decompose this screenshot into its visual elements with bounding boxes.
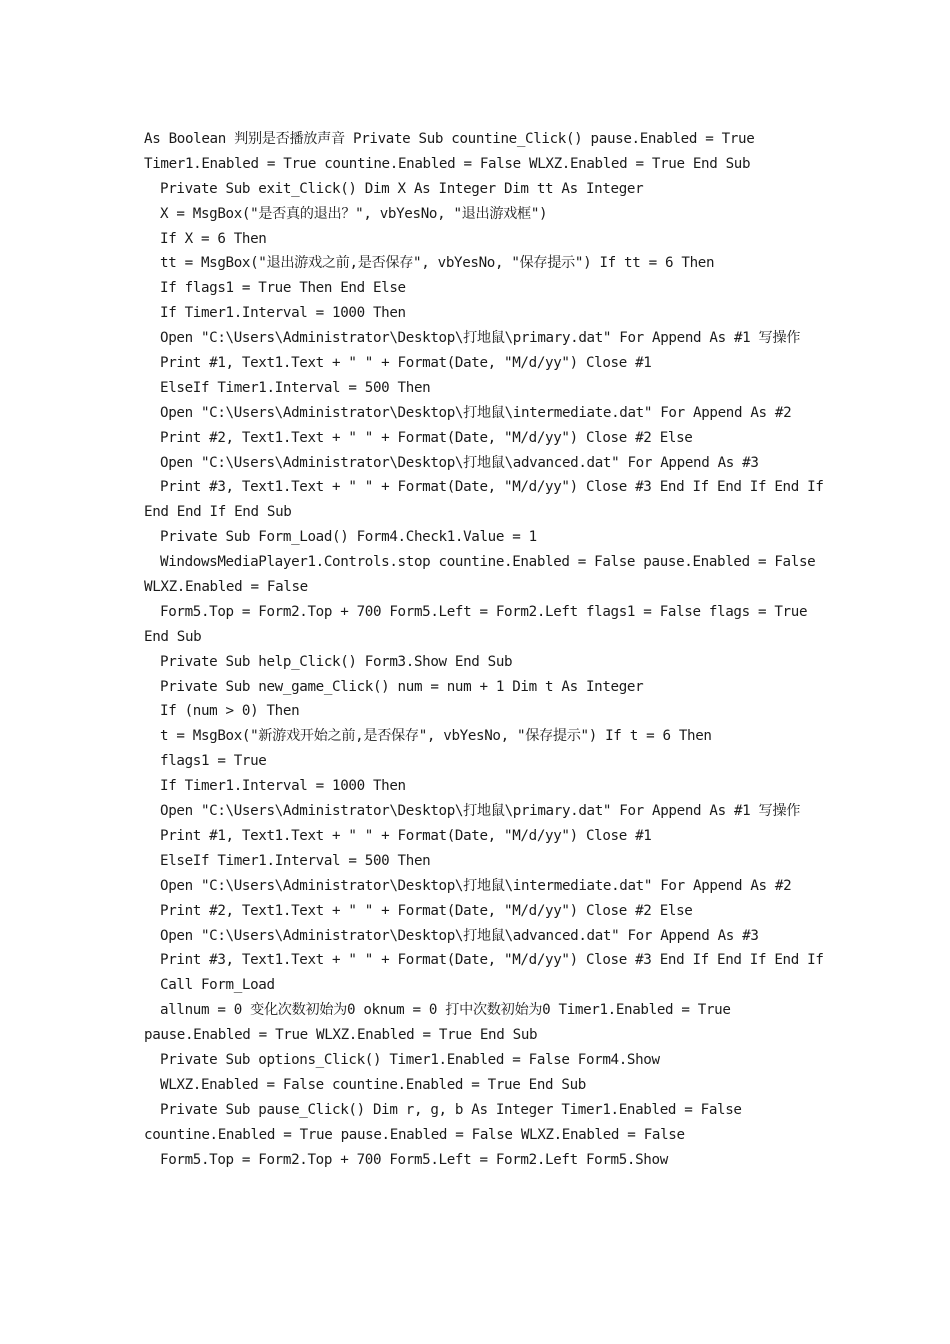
- code-line: Print #2, Text1.Text + " " + Format(Date, "M/d/yy") Close #2 Else: [160, 429, 693, 446]
- code-line: Form5.Top = Form2.Top + 700 Form5.Left = Form2.Left flags1 = False flags = True: [160, 603, 808, 620]
- code-line: As Boolean 判别是否播放声音 Private Sub countine_Click() pause.Enabled = True: [144, 131, 755, 147]
- code-line: ElseIf Timer1.Interval = 500 Then: [160, 379, 431, 396]
- code-line: Print #3, Text1.Text + " " + Format(Date, "M/d/yy") Close #3 End If End If End If: [160, 952, 824, 969]
- code-line: tt = MsgBox("退出游戏之前,是否保存", vbYesNo, "保存提示") If tt = 6 Then: [160, 255, 715, 272]
- code-line: If flags1 = True Then End Else: [160, 280, 406, 297]
- code-line: flags1 = True: [160, 753, 267, 770]
- code-line: If (num > 0) Then: [160, 703, 300, 720]
- code-line: Open "C:\Users\Administrator\Desktop\打地鼠\advanced.dat" For Append As #3: [160, 927, 759, 944]
- code-line: Print #3, Text1.Text + " " + Format(Date, "M/d/yy") Close #3 End If End If End If: [160, 479, 824, 496]
- code-line: Private Sub options_Click() Timer1.Enabled = False Form4.Show: [160, 1051, 660, 1068]
- code-line: Private Sub pause_Click() Dim r, g, b As Integer Timer1.Enabled = False: [160, 1101, 742, 1118]
- code-line: If Timer1.Interval = 1000 Then: [160, 778, 406, 795]
- code-line: WindowsMediaPlayer1.Controls.stop countine.Enabled = False pause.Enabled = False: [160, 554, 816, 571]
- code-line: Print #1, Text1.Text + " " + Format(Date, "M/d/yy") Close #1: [160, 355, 652, 372]
- code-line: Open "C:\Users\Administrator\Desktop\打地鼠\primary.dat" For Append As #1 写操作: [160, 330, 801, 347]
- code-line: t = MsgBox("新游戏开始之前,是否保存", vbYesNo, "保存提示") If t = 6 Then: [160, 728, 712, 745]
- code-line: Print #2, Text1.Text + " " + Format(Date, "M/d/yy") Close #2 Else: [160, 902, 693, 919]
- code-line: ElseIf Timer1.Interval = 500 Then: [160, 852, 431, 869]
- code-line: Open "C:\Users\Administrator\Desktop\打地鼠\primary.dat" For Append As #1 写操作: [160, 803, 801, 820]
- code-line: If X = 6 Then: [160, 230, 267, 247]
- code-line: allnum = 0 变化次数初始为0 oknum = 0 打中次数初始为0 Timer1.Enabled = True: [160, 1002, 731, 1019]
- code-line: Open "C:\Users\Administrator\Desktop\打地鼠\advanced.dat" For Append As #3: [160, 454, 759, 471]
- code-line: pause.Enabled = True WLXZ.Enabled = True End Sub: [144, 1027, 538, 1044]
- code-line: Open "C:\Users\Administrator\Desktop\打地鼠\intermediate.dat" For Append As #2: [160, 404, 792, 421]
- code-line: WLXZ.Enabled = False countine.Enabled = True End Sub: [160, 1076, 586, 1093]
- code-line: Timer1.Enabled = True countine.Enabled = False WLXZ.Enabled = True End Sub: [144, 155, 751, 172]
- code-line: Form5.Top = Form2.Top + 700 Form5.Left = Form2.Left Form5.Show: [160, 1151, 668, 1168]
- code-line: countine.Enabled = True pause.Enabled = False WLXZ.Enabled = False: [144, 1126, 685, 1143]
- code-line: Call Form_Load: [160, 977, 275, 994]
- code-line: If Timer1.Interval = 1000 Then: [160, 305, 406, 322]
- code-line: Private Sub help_Click() Form3.Show End Sub: [160, 653, 513, 670]
- code-line: End Sub: [144, 628, 202, 645]
- code-line: WLXZ.Enabled = False: [144, 579, 308, 596]
- code-line: X = MsgBox("是否真的退出？", vbYesNo, "退出游戏框"): [160, 205, 548, 222]
- code-line: Open "C:\Users\Administrator\Desktop\打地鼠\intermediate.dat" For Append As #2: [160, 877, 792, 894]
- code-line: Private Sub Form_Load() Form4.Check1.Value = 1: [160, 529, 537, 546]
- code-line: End End If End Sub: [144, 504, 292, 521]
- code-line: Print #1, Text1.Text + " " + Format(Date, "M/d/yy") Close #1: [160, 827, 652, 844]
- code-line: Private Sub new_game_Click() num = num + 1 Dim t As Integer: [160, 678, 644, 695]
- code-listing: [144, 127, 824, 1172]
- code-line: Private Sub exit_Click() Dim X As Integer Dim tt As Integer: [160, 180, 644, 197]
